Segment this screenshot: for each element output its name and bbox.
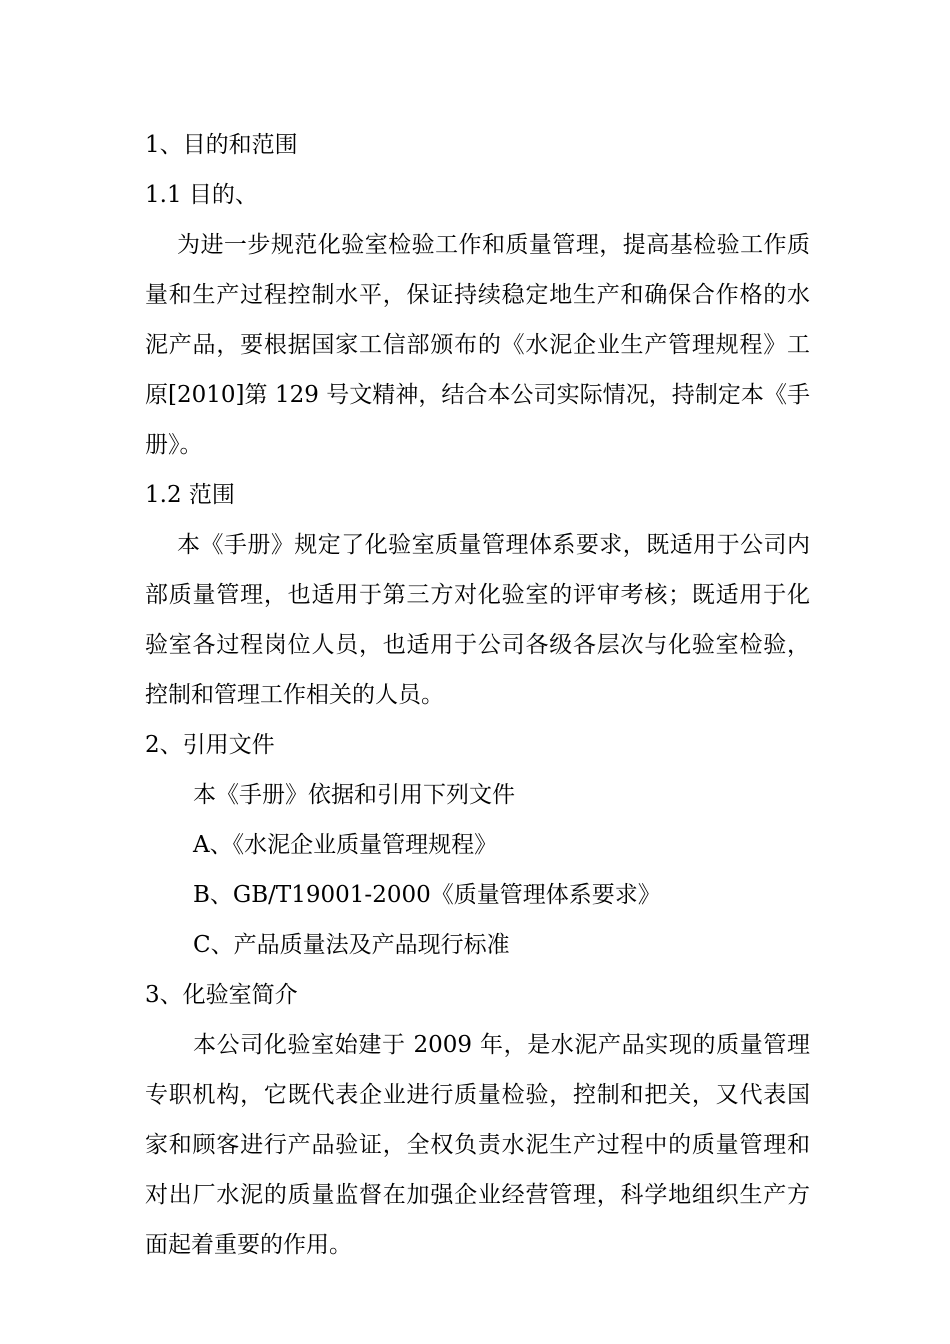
section-1-heading: 1、目的和范围 <box>145 132 298 158</box>
section-2-intro: 本《手册》依据和引用下列文件 <box>193 782 515 808</box>
reference-item-c: C、产品质量法及产品现行标准 <box>193 932 510 958</box>
section-2-heading: 2、引用文件 <box>145 732 275 758</box>
section-1-2-heading: 1.2 范围 <box>145 482 235 508</box>
section-1-1-paragraph: 为进一步规范化验室检验工作和质量管理，提高基检验工作质量和生产过程控制水平，保证持续稳定地生产和确保合作格的水泥产品，要根据国家工信部颁布的《水泥企业生产管理规程》工原[2010]第 129 号文精神，结合本公司实际情况，持制定本《手册》。 <box>145 232 810 458</box>
section-3-heading: 3、化验室简介 <box>145 982 298 1008</box>
section-3-paragraph: 本公司化验室始建于 2009 年，是水泥产品实现的质量管理专职机构，它既代表企业进行质量检验，控制和把关，又代表国家和顾客进行产品验证，全权负责水泥生产过程中的质量管理和对出厂水泥的质量监督在加强企业经营管理，科学地组织生产方面起着重要的作用。 <box>145 1032 810 1258</box>
section-1-2-paragraph: 本《手册》规定了化验室质量管理体系要求，既适用于公司内部质量管理，也适用于第三方对化验室的评审考核；既适用于化验室各过程岗位人员，也适用于公司各级各层次与化验室检验，控制和管理工作相关的人员。 <box>145 532 810 708</box>
reference-item-a: A、《水泥企业质量管理规程》 <box>193 832 498 858</box>
section-1-1-heading: 1.1 目的、 <box>145 182 258 208</box>
reference-item-b: B、GB/T19001-2000《质量管理体系要求》 <box>193 882 661 908</box>
document-page <box>145 120 810 1270</box>
